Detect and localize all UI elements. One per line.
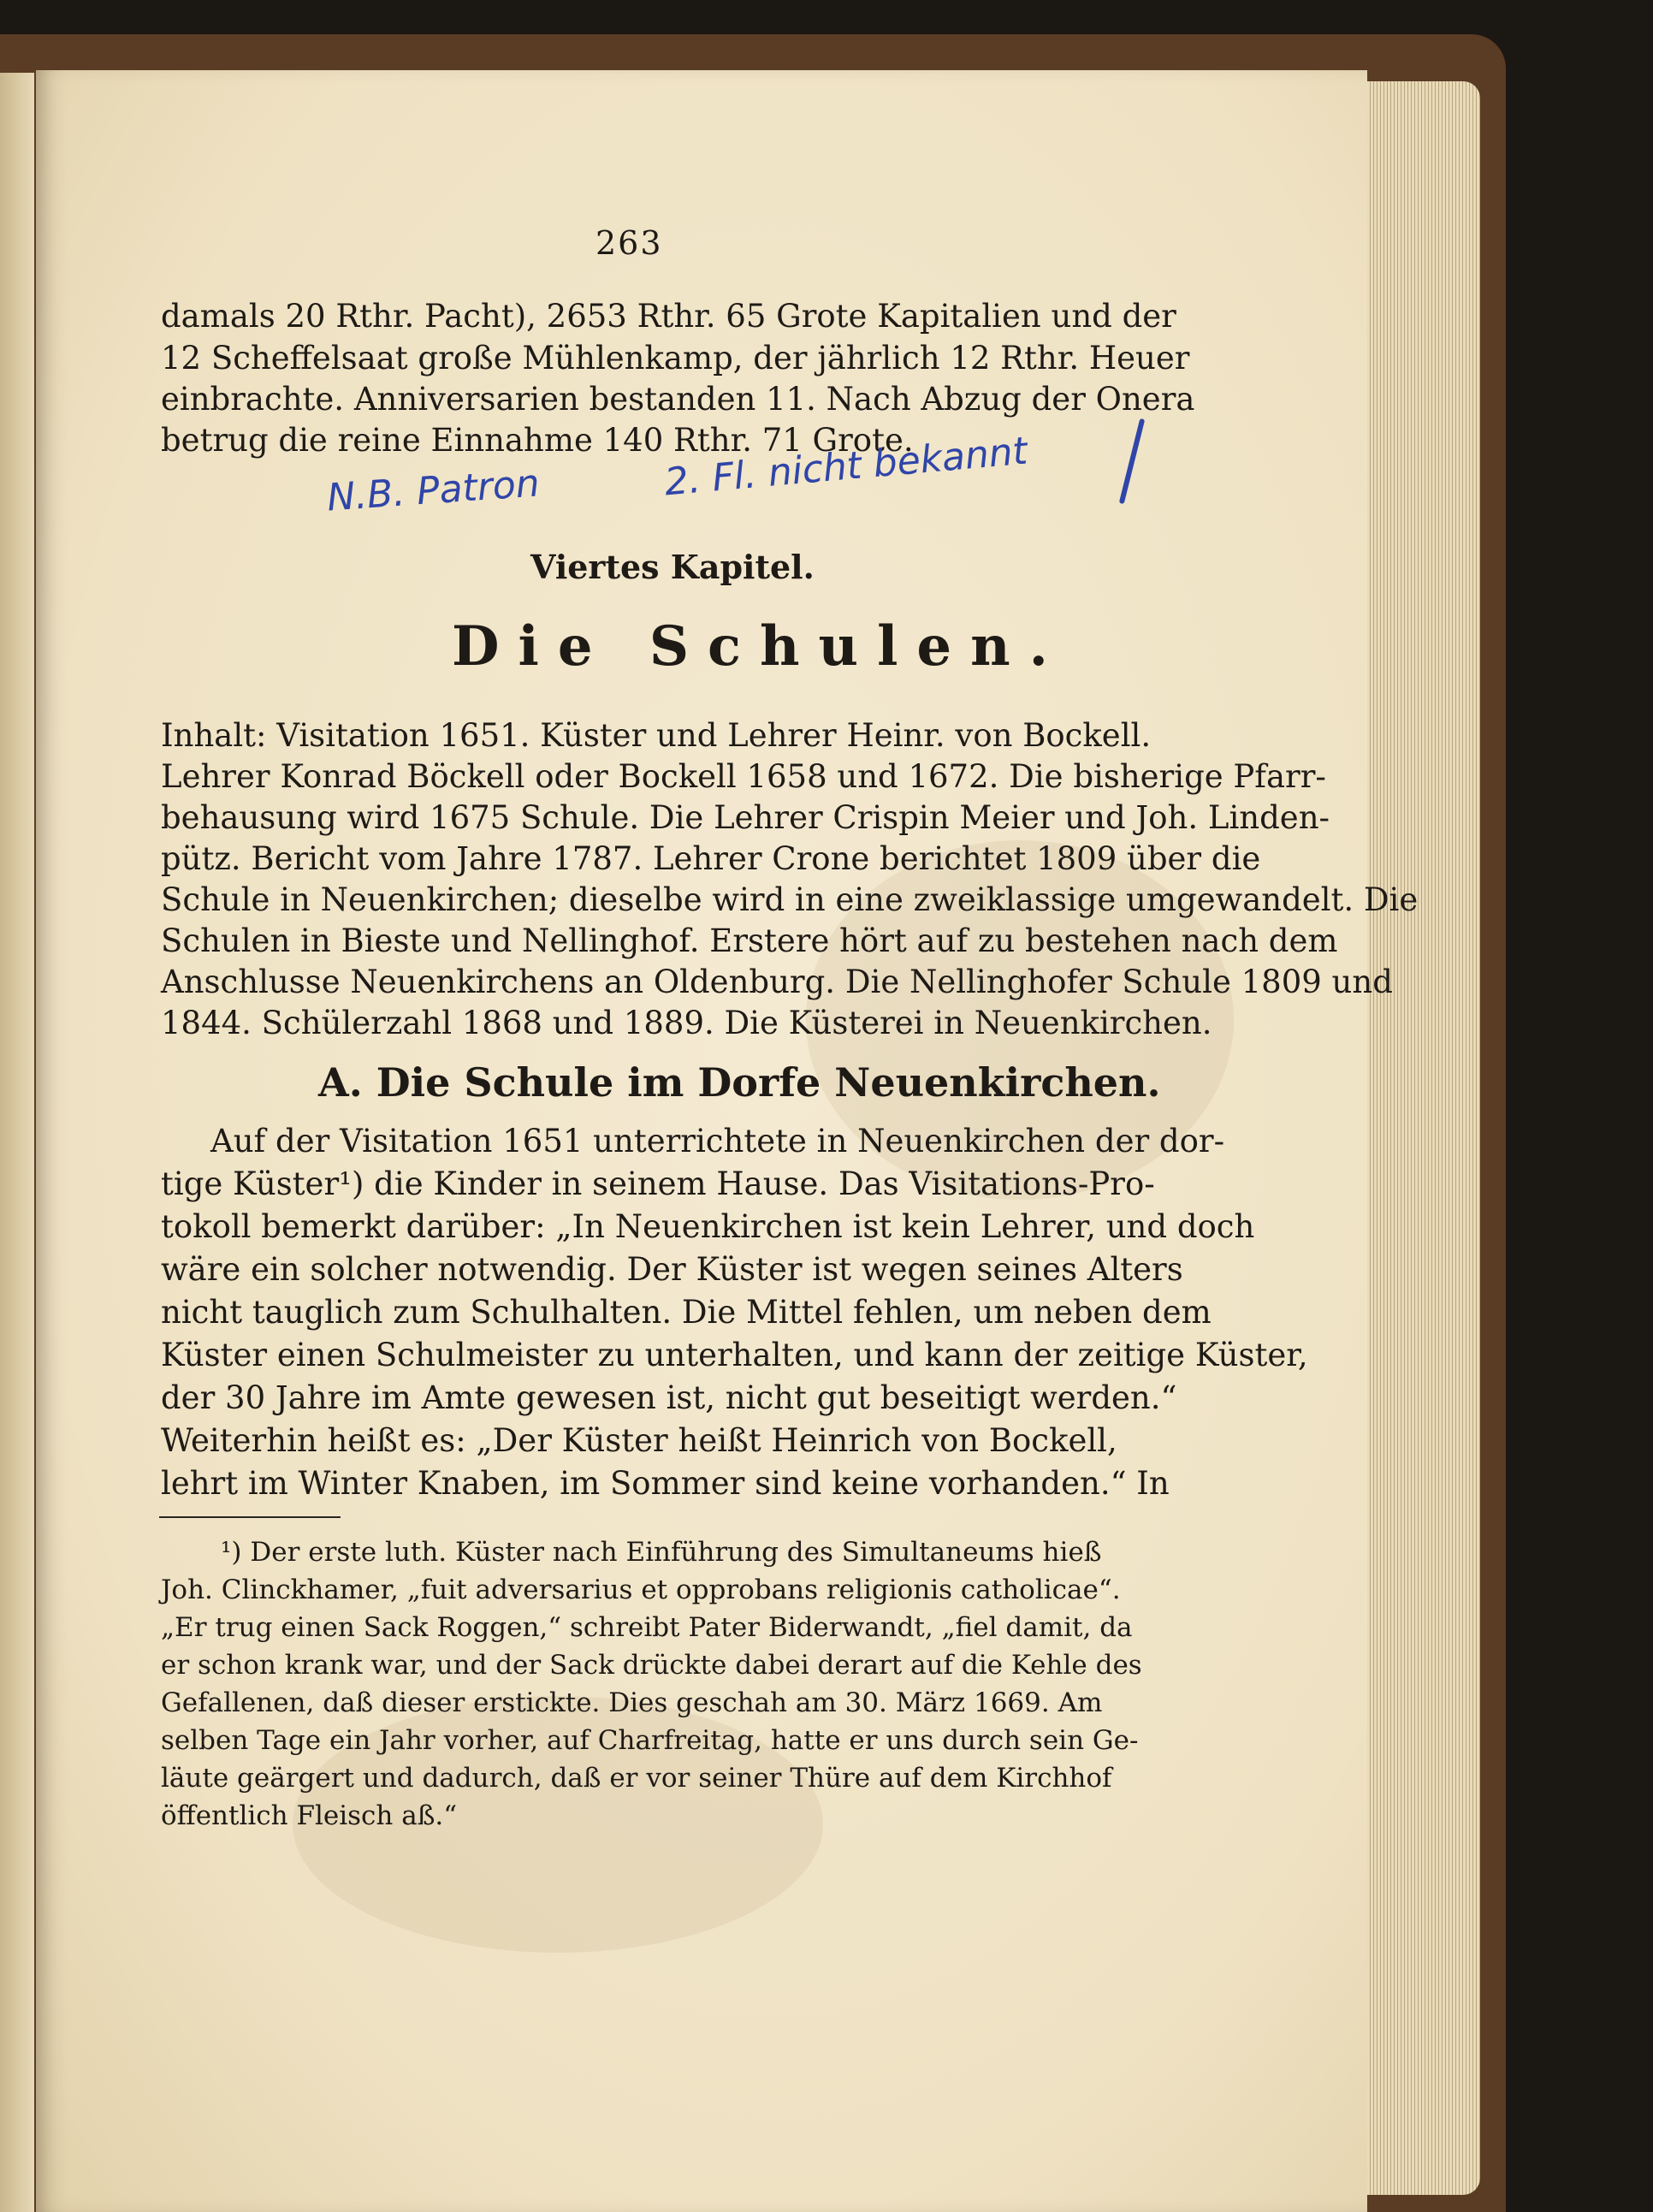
text-line: Gefallenen, daß dieser erstickte. Dies geschah am 30. März 1669. Am [161,1687,1103,1718]
text-line: betrug die reine Einnahme 140 Rthr. 71 Grote. [161,422,914,459]
handwritten-note-left: N.B. Patron [325,461,542,520]
text-line: behausung wird 1675 Schule. Die Lehrer Crispin Meier und Joh. Linden- [161,799,1330,836]
text-line: „Er trug einen Sack Roggen,“ schreibt Pater Biderwandt, „fiel damit, da [161,1612,1133,1643]
text-line: öffentlich Fleisch aß.“ [161,1800,458,1831]
text-line: Inhalt: Visitation 1651. Küster und Lehrer Heinr. von Bockell. [161,717,1152,754]
text-line: Anschlusse Neuenkirchens an Oldenburg. Die Nellinghofer Schule 1809 und [161,964,1393,1000]
section-heading: A. Die Schule im Dorfe Neuenkirchen. [318,1059,1161,1106]
text-line: nicht tauglich zum Schulhalten. Die Mittel fehlen, um neben dem [161,1294,1212,1331]
text-line: Schulen in Bieste und Nellinghof. Erstere hört auf zu bestehen nach dem [161,922,1338,959]
text-line: tokoll bemerkt darüber: „In Neuenkirchen ist kein Lehrer, und doch [161,1208,1255,1245]
chapter-title: Die Schulen. [452,614,1067,679]
text-line: der 30 Jahre im Amte gewesen ist, nicht gut beseitigt werden.“ [161,1379,1177,1416]
text-line: pütz. Bericht vom Jahre 1787. Lehrer Crone berichtet 1809 über die [161,840,1261,877]
page-number: 263 [595,224,663,262]
text-line: lehrt im Winter Knaben, im Sommer sind keine vorhanden.“ In [161,1465,1170,1502]
previous-page-edge [0,73,34,2212]
text-line: selben Tage ein Jahr vorher, auf Charfreitag, hatte er uns durch sein Ge- [161,1725,1139,1756]
text-line: damals 20 Rthr. Pacht), 2653 Rthr. 65 Grote Kapitalien und der [161,298,1176,335]
text-line: 1844. Schülerzahl 1868 und 1889. Die Küsterei in Neuenkirchen. [161,1005,1212,1041]
text-line: wäre ein solcher notwendig. Der Küster ist wegen seines Alters [161,1251,1183,1288]
text-line: Auf der Visitation 1651 unterrichtete in Neuenkirchen der dor- [210,1123,1225,1159]
footnote-divider [159,1516,341,1518]
text-line: tige Küster¹) die Kinder in seinem Hause. Das Visitations-Pro- [161,1165,1155,1202]
text-line: einbrachte. Anniversarien bestanden 11. Nach Abzug der Onera [161,381,1195,418]
page-edges [1360,81,1480,2195]
text-line: läute geärgert und dadurch, daß er vor seiner Thüre auf dem Kirchhof [161,1763,1112,1794]
chapter-label: Viertes Kapitel. [530,548,815,586]
text-line: 12 Scheffelsaat große Mühlenkamp, der jährlich 12 Rthr. Heuer [161,340,1190,377]
text-line: er schon krank war, und der Sack drückte dabei derart auf die Kehle des [161,1650,1142,1681]
text-line: Schule in Neuenkirchen; dieselbe wird in eine zweiklassige umgewandelt. Die [161,881,1419,918]
handwritten-note-right: 2. Fl. nicht bekannt [662,429,1029,505]
text-line: Lehrer Konrad Böckell oder Bockell 1658 und 1672. Die bisherige Pfarr- [161,758,1326,795]
text-line: Weiterhin heißt es: „Der Küster heißt Heinrich von Bockell, [161,1422,1117,1459]
text-line: ¹) Der erste luth. Küster nach Einführung des Simultaneums hieß [221,1537,1102,1568]
text-line: Küster einen Schulmeister zu unterhalten, und kann der zeitige Küster, [161,1337,1308,1373]
text-line: Joh. Clinckhamer, „fuit adversarius et opprobans religionis catholicae“. [161,1574,1121,1605]
